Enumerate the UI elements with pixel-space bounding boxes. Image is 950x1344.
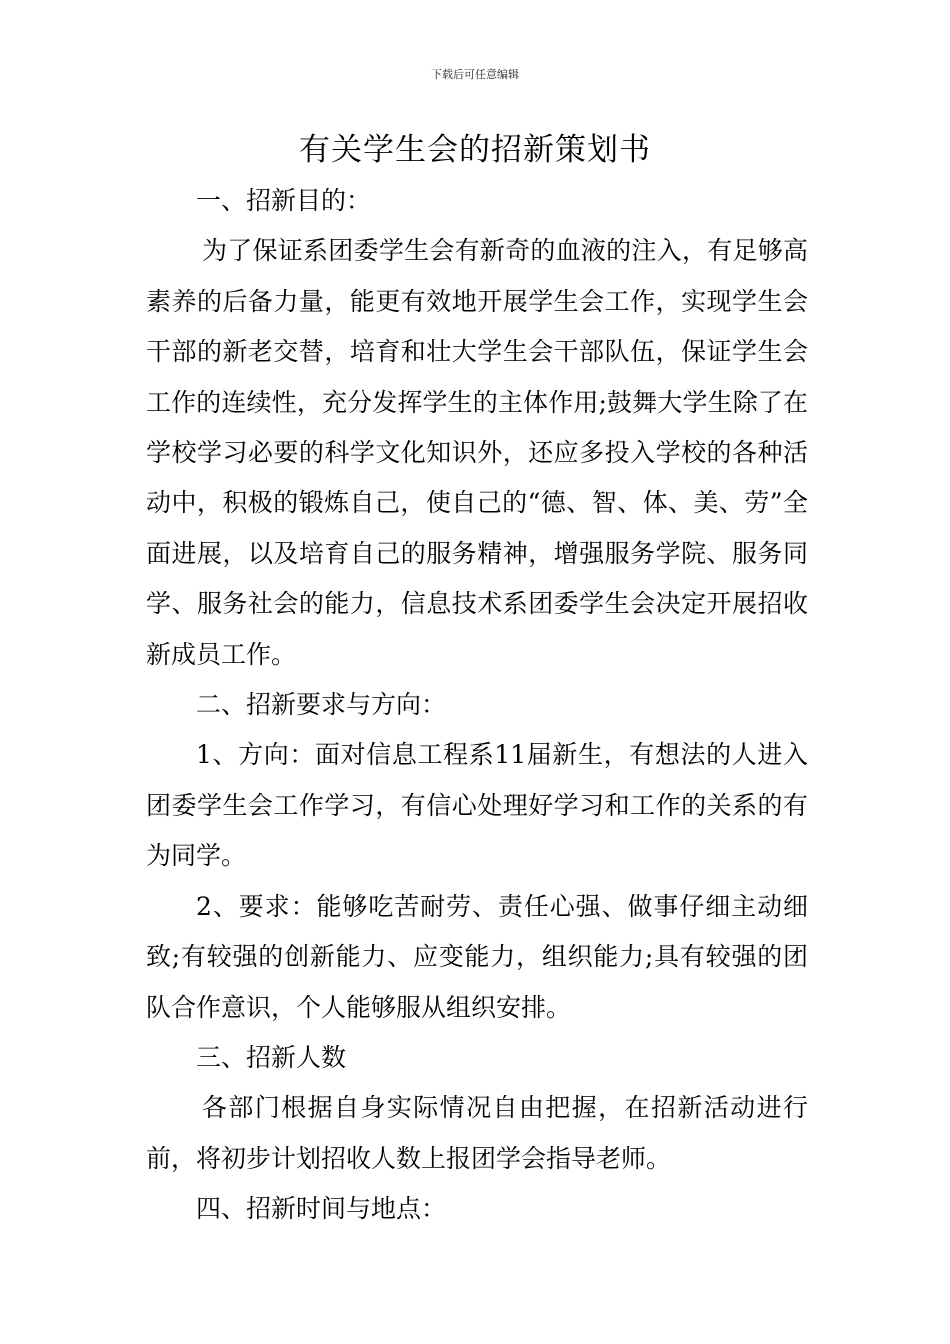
paragraph-requirements: 2、要求：能够吃苦耐劳、责任心强、做事仔细主动细致;有较强的创新能力、应变能力，组织能力;具有较强的团队合作意识，个人能够服从组织安排。 <box>146 891 808 1022</box>
paragraph-quota: 各部门根据自身实际情况自由把握，在招新活动进行前，将初步计划招收人数上报团学会指导老师。 <box>146 1093 808 1173</box>
section-heading-requirements: 二、招新要求与方向： <box>196 690 447 720</box>
section-heading-time-place: 四、招新时间与地点： <box>196 1194 447 1224</box>
document-body <box>146 176 808 1235</box>
header-note: 下载后可任意编辑 <box>431 68 519 81</box>
paragraph-purpose: 为了保证系团委学生会有新奇的血液的注入，有足够高素养的后备力量，能更有效地开展学生会工作，实现学生会干部的新老交替，培育和壮大学生会干部队伍，保证学生会工作的连续性，充分发挥学生的主体作用;鼓舞大学生除了在学校学习必要的科学文化知识外，还应多投入学校的各种活动中，积极的锻炼自己，使自己的“德、智、体、美、劳”全面进展，以及培育自己的服务精神，增强服务学院、服务同学、服务社会的能力，信息技术系团委学生会决定开展招收新成员工作。 <box>146 236 808 669</box>
section-heading-purpose: 一、招新目的： <box>196 186 372 215</box>
document-title: 有关学生会的招新策划书 <box>299 132 651 168</box>
section-heading-quota: 三、招新人数 <box>196 1042 347 1072</box>
paragraph-direction: 1、方向：面对信息工程系11届新生，有想法的人进入团委学生会工作学习，有信心处理好学习和工作的关系的有为同学。 <box>146 740 808 871</box>
